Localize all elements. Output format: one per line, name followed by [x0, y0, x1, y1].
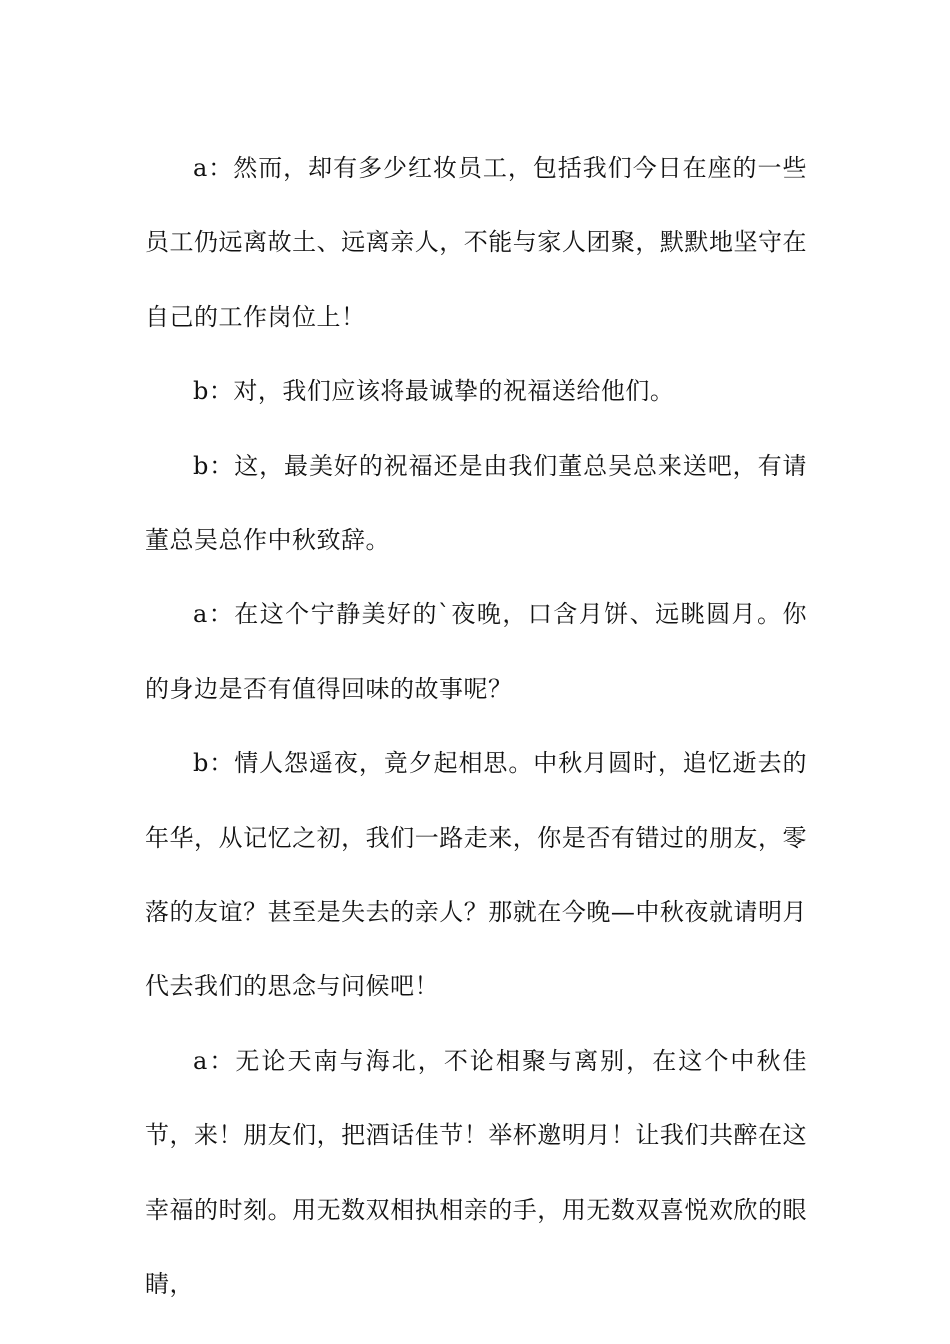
- paragraph-2: b：对，我们应该将最诚挚的祝福送给他们。: [193, 377, 675, 406]
- paragraph-3: b：这，最美好的祝福还是由我们董总吴总来送吧，有请董总吴总作中秋致辞。: [145, 451, 807, 555]
- paragraph-1: a：然而，却有多少红妆员工，包括我们今日在座的一些员工仍远离故土、远离亲人，不能与家人团聚，默默地坚守在自己的工作岗位上！: [145, 154, 807, 331]
- paragraph-6: a：无论天南与海北，不论相聚与离别，在这个中秋佳节，来！朋友们，把酒话佳节！举杯邀明月！让我们共醉在这幸福的时刻。用无数双相执相亲的手，用无数双喜悦欢欣的眼睛，: [145, 1046, 807, 1299]
- paragraph-4: a：在这个宁静美好的`夜晚，口含月饼、远眺圆月。你的身边是否有值得回味的故事呢？: [145, 600, 807, 703]
- paragraph-5: b：情人怨遥夜，竟夕起相思。中秋月圆时，追忆逝去的年华，从记忆之初，我们一路走来，你是否有错过的朋友，零落的友谊？甚至是失去的亲人？那就在今晚—中秋夜就请明月代去我们的思念与问候吧！: [145, 749, 807, 1001]
- document-body: [145, 131, 807, 1322]
